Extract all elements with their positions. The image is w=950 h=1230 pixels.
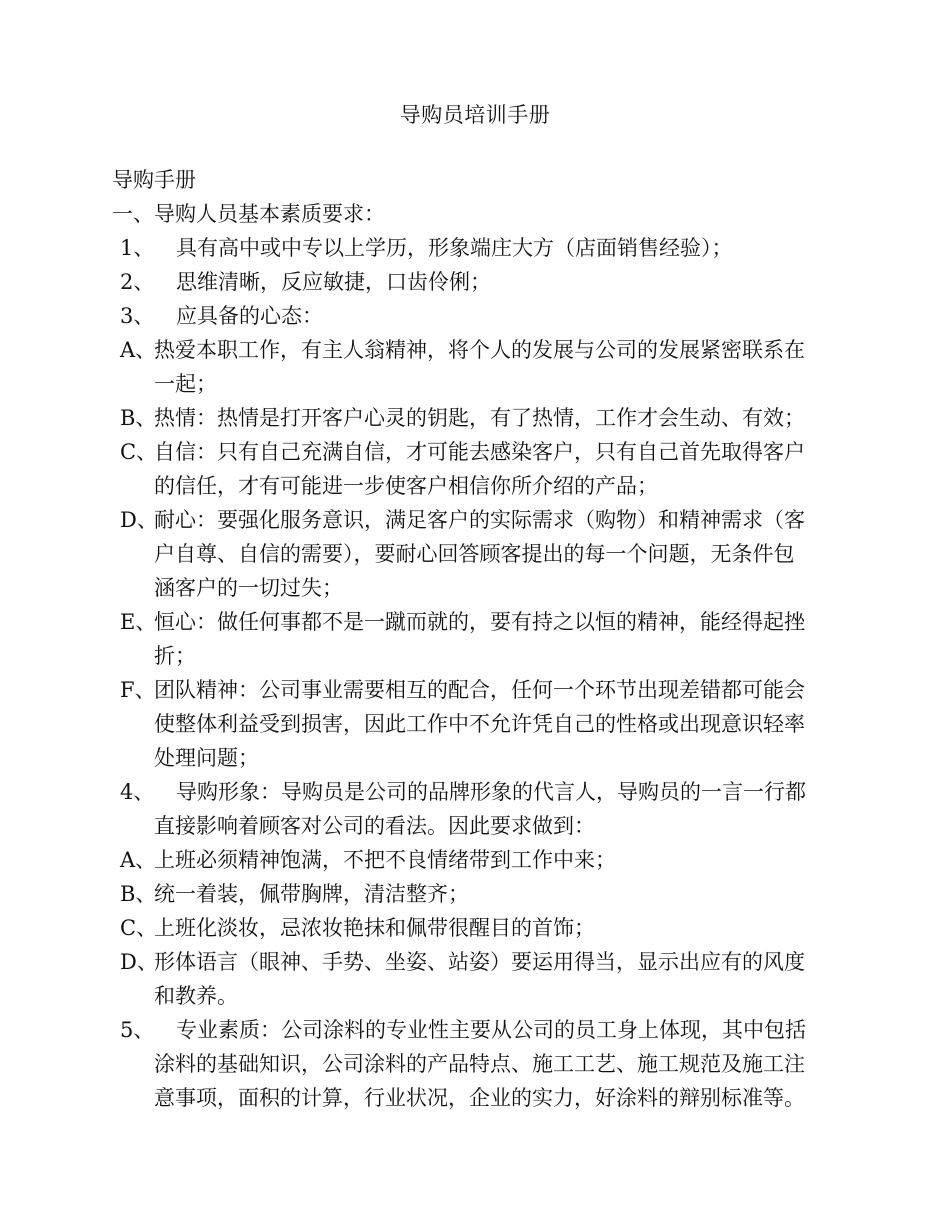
list-marker: A、 — [120, 848, 157, 872]
list-item-text: 专业素质：公司涂料的专业性主要从公司的员工身上体现，其中包括 — [176, 1018, 806, 1042]
list-marker: D、 — [120, 508, 158, 532]
mindset-item-c — [112, 435, 847, 503]
list-marker: E、 — [120, 610, 157, 634]
list-item-text: 意事项，面积的计算，行业状况，企业的实力，好涂料的辩别标准等。 — [154, 1086, 805, 1110]
list-marker: 1、 — [120, 236, 155, 260]
list-item-text: 上班必须精神饱满，不把不良情绪带到工作中来； — [154, 848, 616, 872]
list-item-text: 导购形象：导购员是公司的品牌形象的代言人，导购员的一言一行都 — [176, 780, 806, 804]
list-marker: 5、 — [120, 1018, 155, 1042]
list-item-text: 热爱本职工作，有主人翁精神，将个人的发展与公司的发展紧密联系在 — [154, 338, 805, 362]
part-one-heading — [112, 197, 847, 231]
list-item-text: 自信：只有自己充满自信，才可能去感染客户，只有自己首先取得客户 — [154, 440, 805, 464]
list-marker: D、 — [120, 950, 158, 974]
list-item-text: 使整体利益受到损害，因此工作中不允许凭自己的性格或出现意识轻率 — [154, 712, 805, 736]
part-one-heading-text: 一、导购人员基本素质要求： — [112, 202, 385, 226]
list-item-text: 恒心：做任何事都不是一蹴而就的，要有持之以恒的精神，能经得起挫 — [154, 610, 805, 634]
mindset-item-b — [112, 401, 847, 435]
mindset-item-d — [112, 503, 847, 605]
list-item-text: 直接影响着顾客对公司的看法。因此要求做到： — [154, 814, 595, 838]
list-item-text: 涂料的基础知识，公司涂料的产品特点、施工工艺、施工规范及施工注 — [154, 1052, 805, 1076]
list-item-text: 一起； — [154, 372, 217, 396]
list-marker: A、 — [120, 338, 157, 362]
list-item — [112, 299, 847, 333]
list-marker: F、 — [120, 678, 156, 702]
list-item — [112, 231, 847, 265]
document-title: 导购员培训手册 — [399, 103, 551, 127]
list-item-text: 热情：热情是打开客户心灵的钥匙，有了热情，工作才会生动、有效； — [154, 406, 805, 430]
list-marker: C、 — [120, 440, 158, 464]
section-heading — [112, 163, 847, 197]
list-item-text: 处理问题； — [154, 746, 259, 770]
list-item-text: 涵客户的一切过失； — [154, 576, 343, 600]
list-item-text: 具有高中或中专以上学历，形象端庄大方（店面销售经验）； — [176, 236, 733, 260]
list-item-text: 应具备的心态： — [176, 304, 323, 328]
list-item-5 — [112, 1013, 847, 1115]
list-item-text: 耐心：要强化服务意识，满足客户的实际需求（购物）和精神需求（客 — [154, 508, 805, 532]
list-item-text: 户自尊、自信的需要），要耐心回答顾客提出的每一个问题，无条件包 — [154, 542, 795, 566]
mindset-item-a — [112, 333, 847, 401]
list-item-text: 统一着装，佩带胸牌，清洁整齐； — [154, 882, 469, 906]
list-item-text: 和教养。 — [154, 984, 238, 1008]
list-marker: B、 — [120, 406, 157, 430]
list-item-text: 的信任，才有可能进一步使客户相信你所介绍的产品； — [154, 474, 658, 498]
list-marker: C、 — [120, 916, 158, 940]
image-rule-a — [112, 843, 847, 877]
section-heading-text: 导购手册 — [112, 168, 196, 192]
list-item-text: 上班化淡妆，忌浓妆艳抹和佩带很醒目的首饰； — [154, 916, 595, 940]
list-item-text: 折； — [154, 644, 196, 668]
list-marker: 3、 — [120, 304, 155, 328]
document-body — [112, 163, 847, 1115]
image-rule-b — [112, 877, 847, 911]
image-rule-c — [112, 911, 847, 945]
mindset-item-e — [112, 605, 847, 673]
list-marker: 2、 — [120, 270, 155, 294]
list-marker: B、 — [120, 882, 157, 906]
list-item-text: 团队精神：公司事业需要相互的配合，任何一个环节出现差错都可能会 — [154, 678, 805, 702]
list-item-text: 形体语言（眼神、手势、坐姿、站姿）要运用得当，显示出应有的风度 — [154, 950, 805, 974]
list-marker: 4、 — [120, 780, 155, 804]
list-item — [112, 265, 847, 299]
image-rule-d — [112, 945, 847, 1013]
list-item-text: 思维清晰，反应敏捷，口齿伶俐； — [176, 270, 491, 294]
list-item-4 — [112, 775, 847, 843]
mindset-item-f — [112, 673, 847, 775]
